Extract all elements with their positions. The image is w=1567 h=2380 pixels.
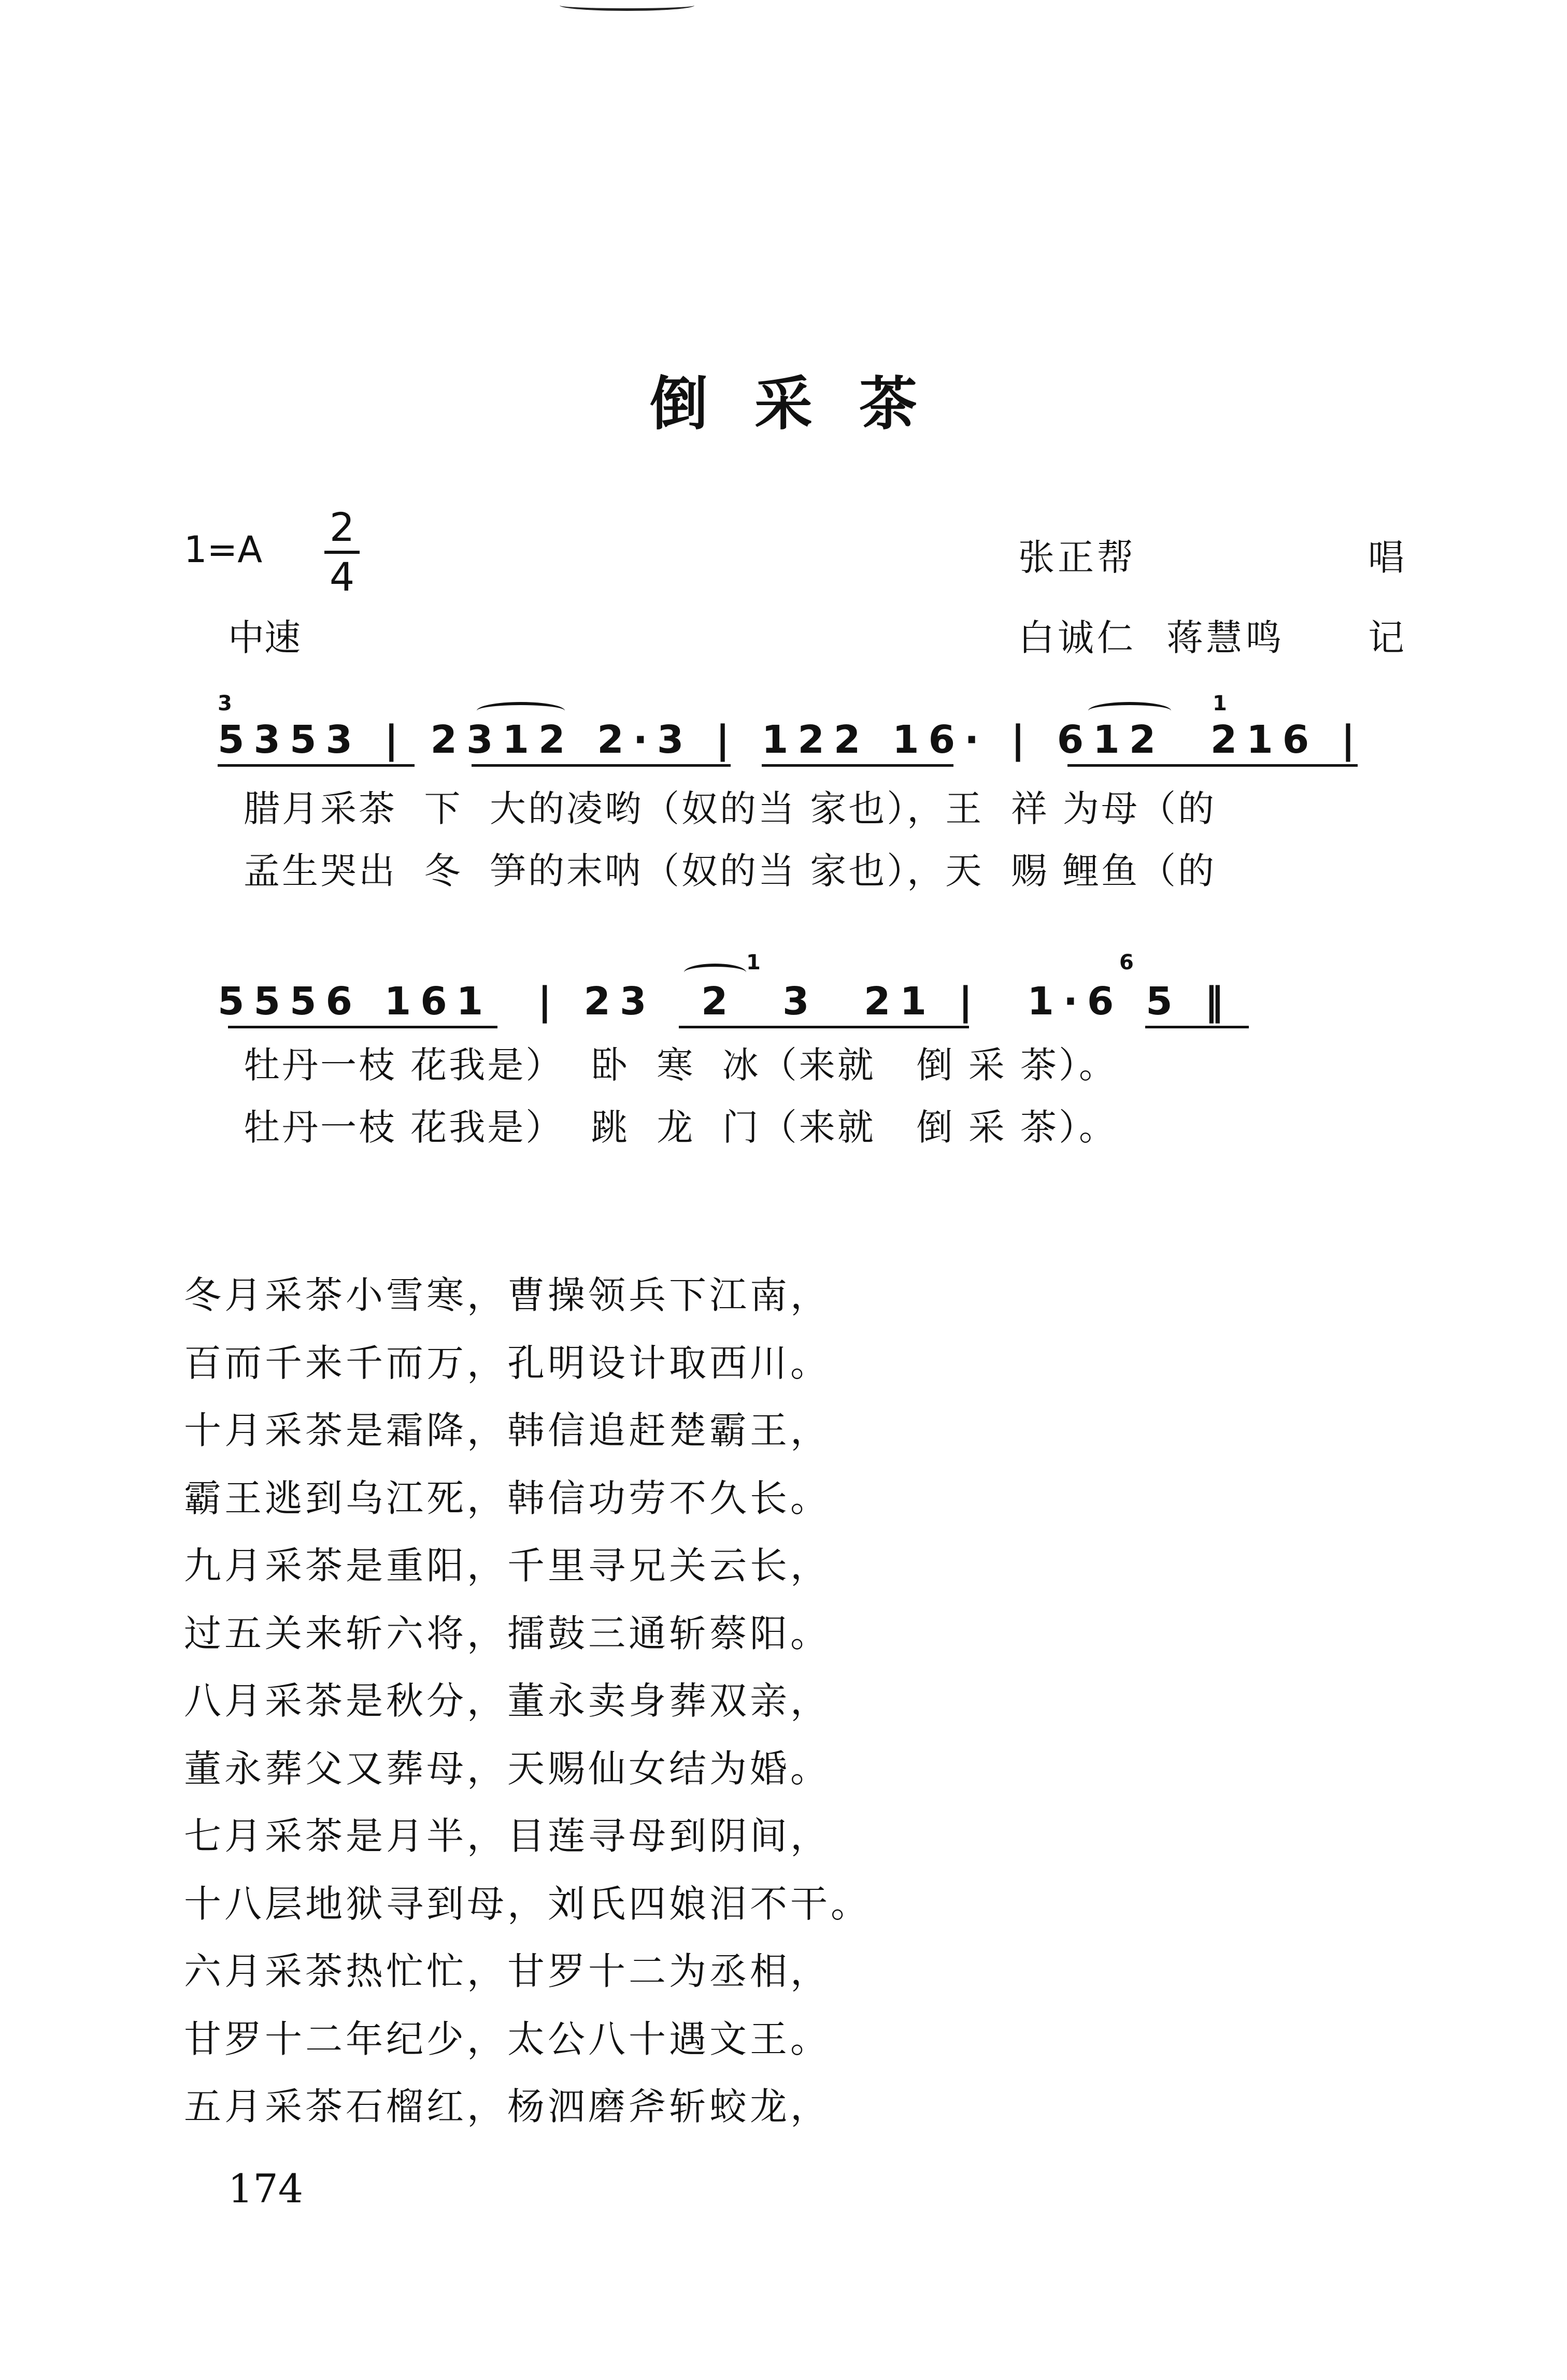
beam-underline [679, 1026, 969, 1028]
score-line-1 [218, 692, 1415, 790]
song-title: 倒采茶 [650, 370, 964, 438]
recorders-names: 白诚仁 蒋慧鸣 [1018, 616, 1285, 659]
verse-line: 董永葬父又葬母，天赐仙女结为婚。 [184, 1746, 831, 1790]
slur-mark [684, 964, 746, 981]
singer-name: 张正帮 [1018, 536, 1136, 579]
verse-line: 八月采茶是秋分，董永卖身葬双亲， [184, 1679, 831, 1723]
verse-line: 霸王逃到乌江死，韩信功劳不久长。 [184, 1476, 831, 1520]
verse-line: 过五关来斩六将，擂鼓三通斩蔡阳。 [184, 1611, 831, 1655]
time-signature [321, 505, 363, 599]
notation-line-1: 5353 | 2312 2·3 | 122 16· | 612 216 | [218, 718, 1364, 762]
time-signature-bottom: 4 [329, 554, 355, 600]
key-signature: 1=A [184, 528, 263, 571]
beam-underline [1067, 764, 1358, 767]
singer-role: 唱 [1368, 536, 1404, 579]
time-signature-top: 2 [329, 504, 355, 550]
beam-underline [762, 764, 953, 767]
verse-line: 甘罗十二年纪少，太公八十遇文王。 [184, 2017, 831, 2061]
verse-line: 十八层地狱寻到母，刘氏四娘泪不干。 [184, 1882, 872, 1926]
slur-mark [477, 702, 565, 720]
top-decoration-mark [560, 0, 694, 11]
lyrics-line-2-verse-1: 牡丹一枝 花我是） 卧 寒 冰（来就 倒 采 茶）。 [244, 1044, 1118, 1086]
verse-line: 百而千来千而万，孔明设计取西川。 [184, 1341, 831, 1385]
grace-note: 3 [218, 692, 232, 715]
grace-note: 1 [746, 951, 761, 974]
verse-line: 九月采茶是重阳，千里寻兄关云长， [184, 1544, 831, 1587]
lyrics-line-2-verse-2: 牡丹一枝 花我是） 跳 龙 门（来就 倒 采 茶）。 [244, 1106, 1118, 1149]
recorders-role: 记 [1368, 616, 1404, 659]
verse-line: 五月采茶石榴红，杨泗磨斧斩蛟龙， [184, 2085, 831, 2128]
page-number: 174 [228, 2166, 304, 2212]
notation-line-2: 5556 161 | 23 2 3 21 | 1·6 5 ‖ [218, 979, 1233, 1024]
lyrics-line-1-verse-2: 孟生哭出 冬 笋的末呐（奴的当 家也），天 赐 鲤鱼（的 [244, 850, 1217, 892]
verse-line: 七月采茶是月半，目莲寻母到阴间， [184, 1814, 831, 1858]
grace-note: 1 [1213, 692, 1227, 715]
grace-note: 6 [1119, 951, 1134, 974]
beam-underline [1145, 1026, 1249, 1028]
beam-underline [218, 764, 415, 767]
verse-line: 冬月采茶小雪寒，曹操领兵下江南， [184, 1273, 831, 1317]
verse-line: 六月采茶热忙忙，甘罗十二为丞相， [184, 1949, 831, 1993]
lyrics-line-1-verse-1: 腊月采茶 下 大的凌哟（奴的当 家也），王 祥 为母（的 [244, 787, 1217, 830]
verse-text-block [184, 1261, 871, 2141]
beam-underline [472, 764, 731, 767]
verse-line: 十月采茶是霜降，韩信追赶楚霸王， [184, 1409, 831, 1452]
tempo-marking: 中速 [228, 616, 301, 659]
slur-mark [1088, 702, 1171, 720]
beam-underline [228, 1026, 497, 1028]
